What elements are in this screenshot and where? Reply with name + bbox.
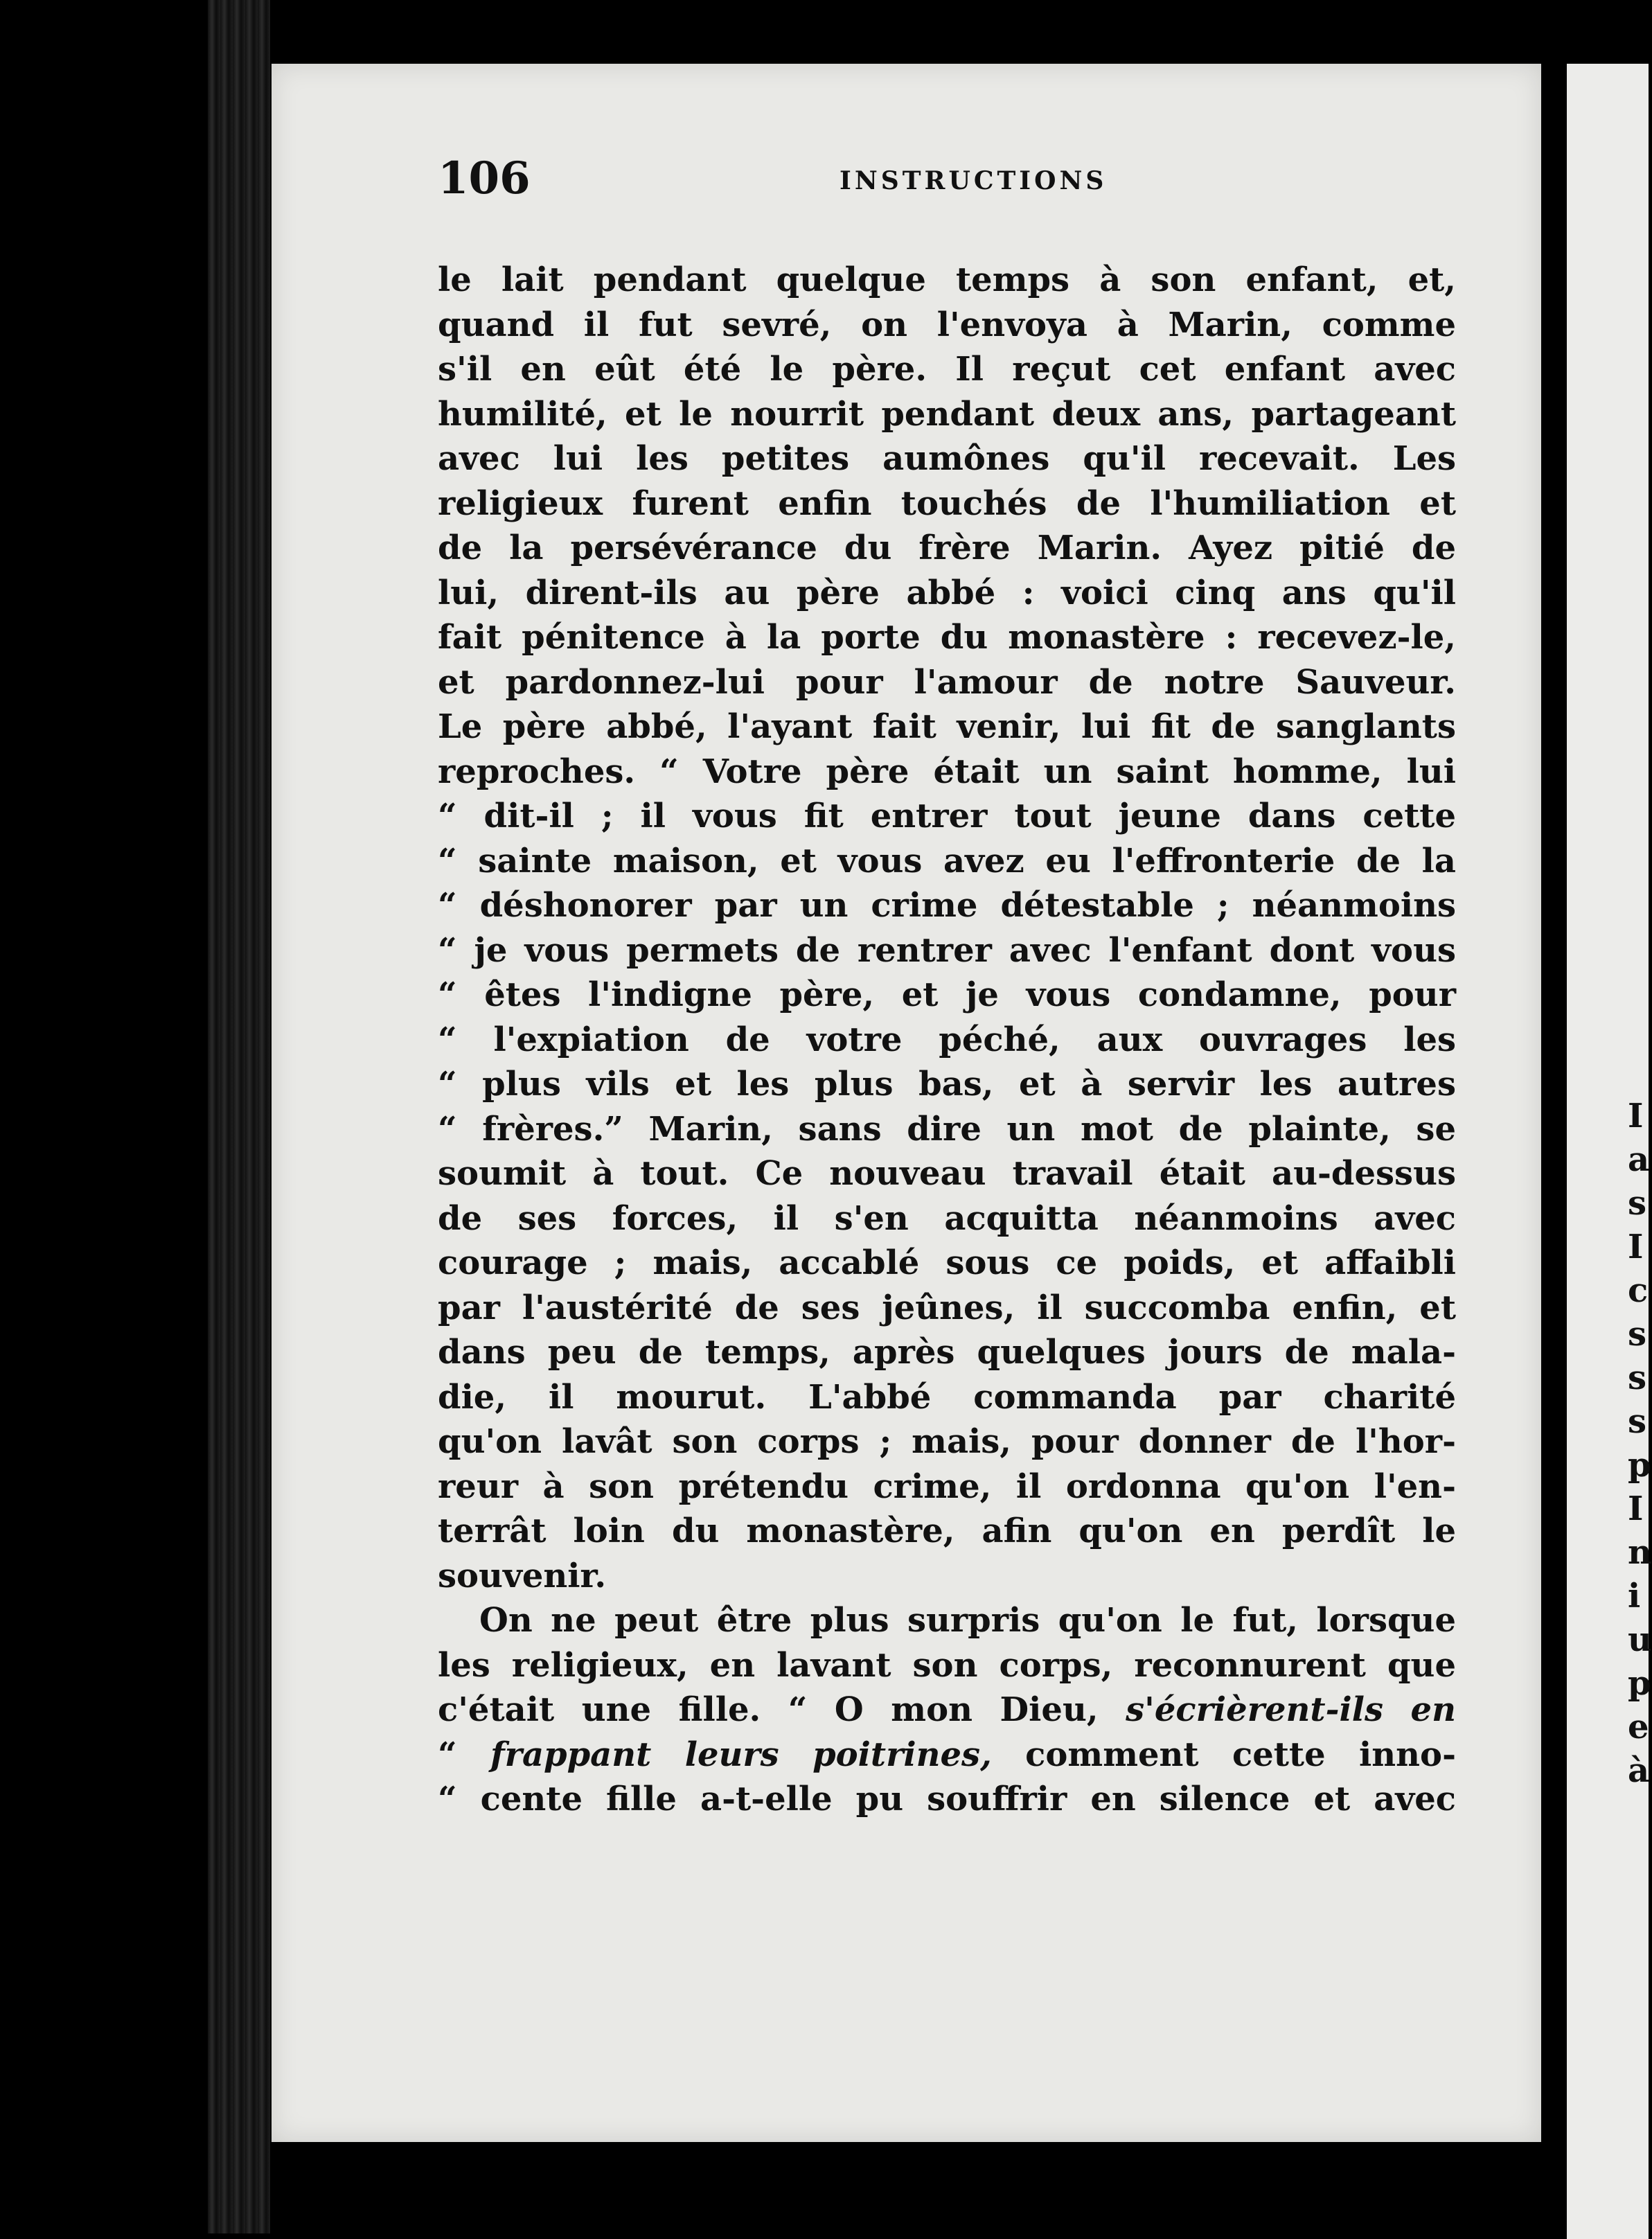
text-line: “ plus vils et les plus bas, et à servir les autres <box>438 1065 1456 1104</box>
text-line: “ cente fille a-t-elle pu souffrir en silence et avec <box>438 1780 1456 1818</box>
text-line: humilité, et le nourrit pendant deux ans, partageant <box>438 394 1456 434</box>
text-line: soumit à tout. Ce nouveau travail était au-dessus <box>438 1154 1456 1193</box>
italic-phrase: s'écrièrent-ils en <box>1126 1690 1456 1729</box>
text-line: et pardonnez-lui pour l'amour de notre Sauveur. <box>438 662 1456 702</box>
text-line: lui, dirent-ils au père abbé : voici cinq ans qu'il <box>438 573 1456 612</box>
text-line: le lait pendant quelque temps à son enfant, et, <box>438 260 1456 299</box>
text-line: de la persévérance du frère Marin. Ayez pitié de <box>438 529 1456 567</box>
text-line: s'il en eût été le père. Il reçut cet enfant avec <box>438 350 1456 389</box>
text-line: de ses forces, il s'en acquitta néanmoins avec <box>438 1198 1456 1238</box>
text-line: fait pénitence à la porte du monastère : recevez-le, <box>438 618 1456 657</box>
text-line: On ne peut être plus surpris qu'on le fut, lorsque <box>479 1601 1456 1640</box>
text-line: quand il fut sevré, on l'envoya à Marin, comme <box>438 305 1456 344</box>
text-line: “ frères.” Marin, sans dire un mot de plainte, se <box>438 1109 1456 1149</box>
text-line: “ sainte maison, et vous avez eu l'effronterie de la <box>438 841 1456 880</box>
text-line: religieux furent enfin touchés de l'humiliation et <box>438 484 1456 523</box>
text-line: les religieux, en lavant son corps, reconnurent que <box>438 1645 1456 1685</box>
text-line: souvenir. <box>438 1556 607 1595</box>
page-header <box>438 152 1456 215</box>
text-line-mixed: “ frappant leurs poitrines, comment cette inno- <box>438 1735 1456 1774</box>
text-line-mixed: c'était une fille. “ O mon Dieu, s'écrièrent-ils en <box>438 1690 1456 1729</box>
text-line: “ l'expiation de votre péché, aux ouvrages les <box>438 1020 1456 1059</box>
italic-phrase: frappant leurs poitrines, <box>490 1735 992 1774</box>
text-line: qu'on lavât son corps ; mais, pour donner de l'hor- <box>438 1422 1456 1461</box>
book-binding <box>208 0 270 2233</box>
running-head: INSTRUCTIONS <box>840 166 1108 195</box>
text-line: dans peu de temps, après quelques jours de mala- <box>438 1333 1456 1372</box>
text-line: par l'austérité de ses jeûnes, il succomba enfin, et <box>438 1288 1456 1327</box>
text-line: die, il mourut. L'abbé commanda par charité <box>438 1377 1456 1417</box>
text-line: Le père abbé, l'ayant fait venir, lui fit de sanglants <box>438 707 1456 746</box>
text-line: “ dit-il ; il vous fit entrer tout jeune dans cette <box>438 797 1456 835</box>
text-line: “ déshonorer par un crime détestable ; néanmoins <box>438 886 1456 925</box>
text-line: “ êtes l'indigne père, et je vous condamne, pour <box>438 975 1456 1014</box>
facing-page-letters: I a s I c s s s p I n i u p e à <box>1628 1097 1652 1790</box>
text-line: terrât loin du monastère, afin qu'on en perdît le <box>438 1512 1456 1550</box>
text-line: reur à son prétendu crime, il ordonna qu'on l'en- <box>438 1467 1456 1506</box>
text-line: avec lui les petites aumônes qu'il recevait. Les <box>438 439 1456 478</box>
text-line: reproches. “ Votre père était un saint homme, lui <box>438 752 1456 791</box>
body-text <box>438 258 1456 1822</box>
page-number: 106 <box>438 152 531 204</box>
text-line: “ je vous permets de rentrer avec l'enfant dont vous <box>438 930 1456 970</box>
text-line: courage ; mais, accablé sous ce poids, et affaibli <box>438 1244 1456 1282</box>
